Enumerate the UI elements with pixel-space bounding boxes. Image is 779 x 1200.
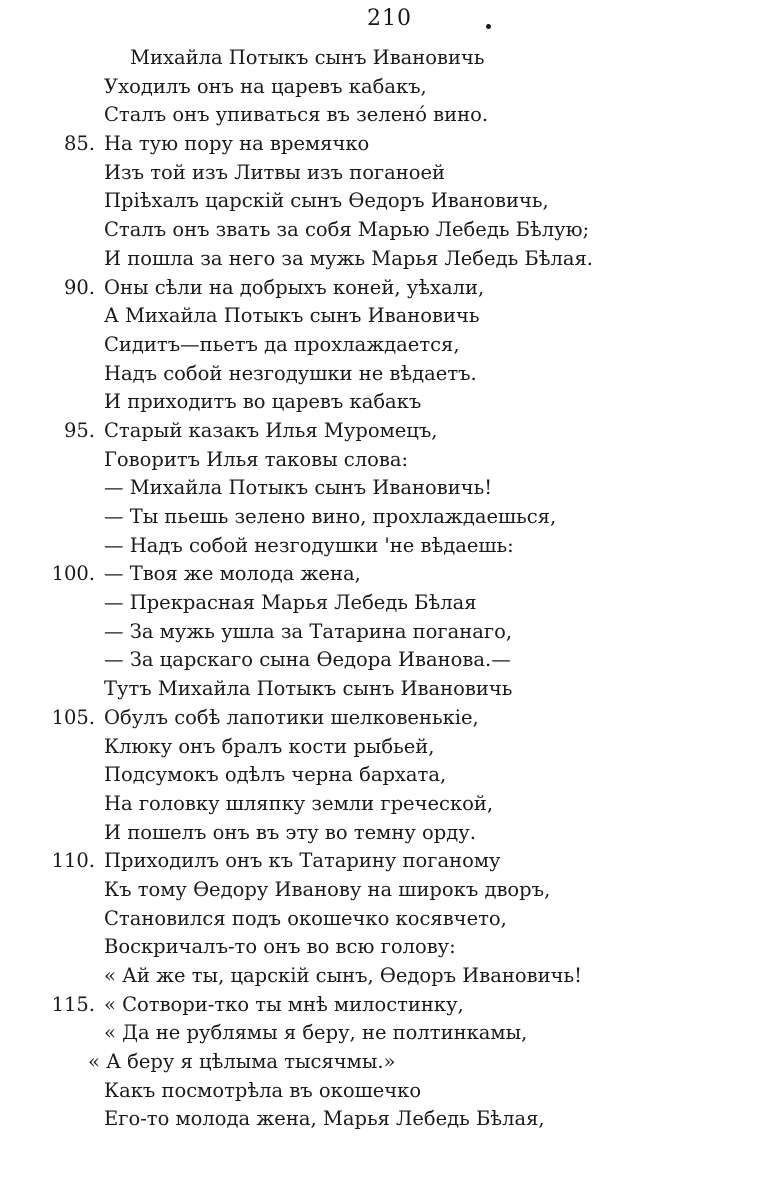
verse-line (0, 446, 779, 475)
verse-text: И приходитъ во царевъ кабакъ (104, 390, 422, 414)
verse-line (0, 1019, 779, 1048)
verse-text: Сталъ онъ упиваться въ зеленó вино. (104, 103, 489, 127)
line-number: 95. (63, 418, 95, 442)
verse-text: На головку шляпку земли греческой, (104, 791, 494, 815)
verse-text: — За царскаго сына Ѳедора Иванова.— (104, 648, 511, 672)
verse-text: Михайла Потыкъ сынъ Ивановичь (130, 46, 485, 69)
verse-line (0, 360, 779, 389)
verse-text: « Сотвори-тко ты мнѣ милостинку, (104, 992, 464, 1016)
verse-text: Къ тому Ѳедору Иванову на широкъ дворъ, (104, 877, 551, 901)
verse-text: Сталъ онъ звать за собя Марью Лебедь Бѣлую; (104, 218, 590, 242)
verse-line (0, 905, 779, 934)
verse-line (0, 790, 779, 819)
verse-line (0, 503, 779, 532)
verse-text: « А беру я цѣлыма тысячмы.» (88, 1050, 396, 1074)
verse-text: А Михайла Потыкъ сынъ Ивановичь (104, 304, 480, 328)
verse-line (0, 216, 779, 245)
verse-text: Его-то молода жена, Марья Лебедь Бѣлая, (104, 1107, 545, 1131)
verse-text: — Михайла Потыкъ сынъ Ивановичь! (104, 476, 493, 500)
verse-text: Воскричалъ-то онъ во всю голову: (104, 935, 456, 959)
verse-text: Тутъ Михайла Потыкъ сынъ Ивановичь (104, 677, 513, 701)
verse-line (0, 847, 779, 876)
printer-mark (486, 24, 491, 29)
verse-text: Сидитъ—пьетъ да прохлаждается, (104, 332, 460, 356)
verse-line (0, 560, 779, 589)
verse-line (0, 1077, 779, 1106)
verse-text: — Прекрасная Марья Лебедь Бѣлая (104, 591, 477, 615)
verse-line (0, 733, 779, 762)
line-number: 85. (63, 132, 95, 156)
verse-list (0, 44, 779, 1134)
verse-line (0, 646, 779, 675)
verse-text: « Да не рублямы я беру, не полтинкамы, (104, 1021, 528, 1045)
verse-text: « Ай же ты, царскій сынъ, Ѳедоръ Ивановичь! (104, 964, 582, 987)
verse-line (0, 417, 779, 446)
verse-text: Говоритъ Илья таковы слова: (104, 447, 409, 471)
verse-line (0, 532, 779, 561)
line-number: 115. (51, 992, 95, 1016)
verse-line (0, 474, 779, 503)
verse-line (0, 761, 779, 790)
verse-text: Оны сѣли на добрыхъ коней, уѣхали, (104, 275, 485, 299)
verse-text: На тую пору на времячко (104, 132, 370, 156)
verse-text: Какъ посмотрѣла въ окошечко (104, 1078, 422, 1102)
line-number: 110. (51, 849, 95, 873)
verse-text: Становился подъ окошечко косявчето, (104, 906, 507, 930)
verse-line (0, 962, 779, 991)
verse-line (0, 675, 779, 704)
verse-line (0, 933, 779, 962)
verse-line (0, 331, 779, 360)
verse-text: И пошелъ онъ въ эту во темну орду. (104, 820, 476, 844)
verse-line (0, 991, 779, 1020)
verse-line (0, 388, 779, 417)
verse-line (0, 618, 779, 647)
verse-text: Изъ той изъ Литвы изъ поганоей (104, 160, 446, 184)
verse-line (0, 876, 779, 905)
page-number: 210 (367, 6, 412, 31)
verse-text: И пошла за него за мужь Марья Лебедь Бѣлая. (104, 246, 593, 270)
verse-line (0, 44, 779, 73)
verse-text: — Твоя же молода жена, (104, 562, 361, 586)
verse-line (0, 589, 779, 618)
verse-line (0, 1105, 779, 1134)
line-number: 105. (51, 705, 95, 729)
verse-text: — Надъ собой незгодушки 'не вѣдаешь: (104, 533, 514, 557)
verse-text: Подсумокъ одѣлъ черна бархата, (104, 763, 447, 787)
verse-text: Обулъ собѣ лапотики шелковенькіе, (104, 705, 479, 729)
verse-line (0, 819, 779, 848)
verse-line (0, 130, 779, 159)
verse-text: Приходилъ онъ къ Татарину поганому (104, 849, 501, 873)
verse-text: Клюку онъ бралъ кости рыбьей, (104, 734, 435, 758)
verse-text: — Ты пьешь зелено вино, прохлаждаешься, (104, 505, 557, 528)
line-number: 90. (63, 275, 95, 299)
line-number: 100. (51, 562, 95, 586)
verse-text: Надъ собой незгодушки не вѣдаетъ. (104, 361, 477, 385)
verse-line (0, 101, 779, 130)
verse-line (0, 274, 779, 303)
verse-text: — За мужь ушла за Татарина поганаго, (104, 619, 513, 643)
verse-line (0, 302, 779, 331)
verse-line (0, 73, 779, 102)
verse-line (0, 187, 779, 216)
verse-line (0, 704, 779, 733)
verse-line (0, 245, 779, 274)
verse-line (0, 159, 779, 188)
verse-text: Уходилъ онъ на царевъ кабакъ, (104, 74, 427, 98)
verse-line (0, 1048, 779, 1077)
verse-text: Пріѣхалъ царскій сынъ Ѳедоръ Ивановичь, (104, 189, 549, 213)
verse-text: Старый казакъ Илья Муромецъ, (104, 418, 438, 442)
